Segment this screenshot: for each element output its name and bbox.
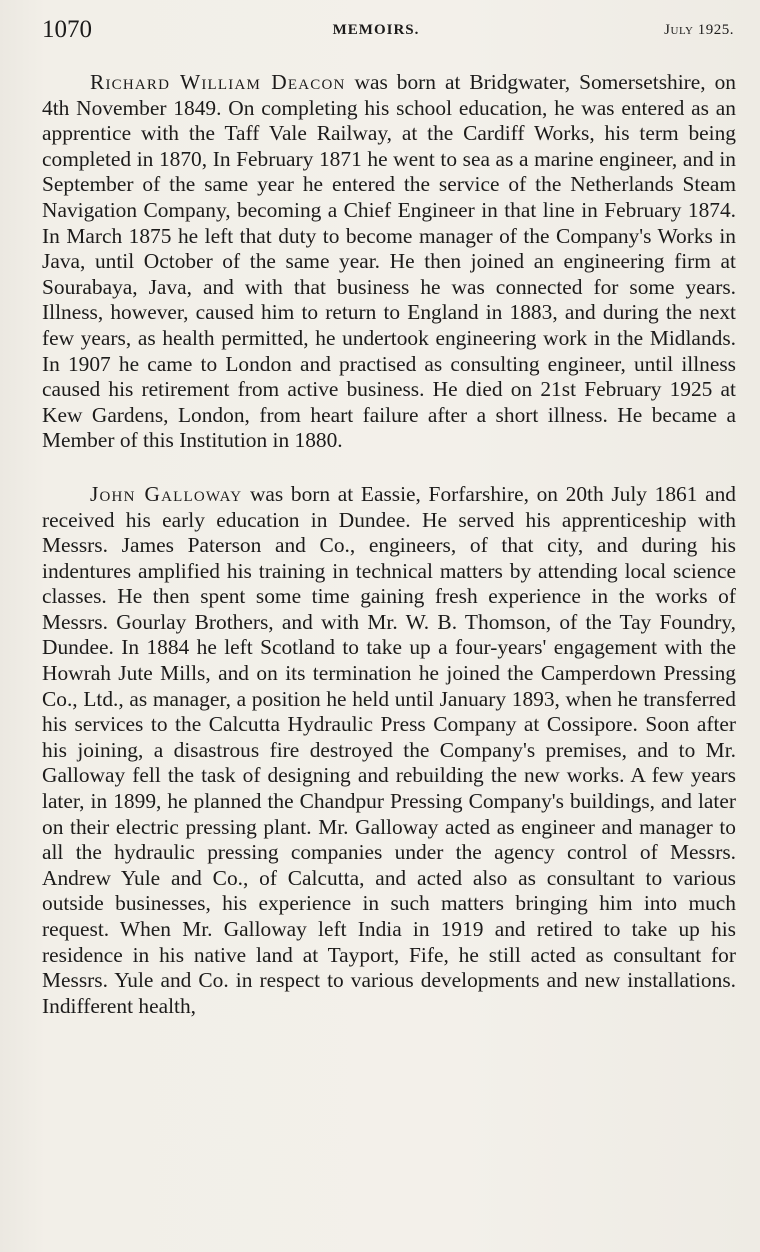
page-header: [42, 14, 734, 48]
running-head: MEMOIRS.: [332, 22, 420, 38]
page-number: 1070: [42, 16, 92, 43]
memoir-text: was born at Eassie, Forfarshire, on 20th July 1861 and received his early education in Dundee. He served his apprenticeship with Messrs. James Paterson and Co., engineers, of that city, and during his indentures amplified his training in technical matters by attending local science classes. He then spent some time gaining fresh experience in the works of Messrs. Gourlay Brothers, and with Mr. W. B. Thomson, of the Tay Foundry, Dundee. In 1884 he left Scotland to take up a four-years' engagement with the Howrah Jute Mills, and on its termination he joined the Camperdown Pressing Co., Ltd., as manager, a position he held until January 1893, when he transferred his services to the Calcutta Hydraulic Press Company at Cossipore. Soon after his joining, a disastrous fire destroyed the Company's premises, and to Mr. Galloway fell the task of designing and rebuilding the new works. A few years later, in 1899, he planned the Chandpur Pressing Company's buildings, and later on their electric pressing plant. Mr. Galloway acted as engineer and manager to all the hydraulic pressing companies under the agency control of Messrs. Andrew Yule and Co., of Calcutta, and acted also as consultant to various outside businesses, his experience in such matters bringing him into much request. When Mr. Galloway left India in 1919 and retired to take up his residence in his native land at Tayport, Fife, he still acted as consultant for Messrs. Yule and Co. in respect to various developments and new installations. Indifferent health,: [42, 481, 736, 1018]
memoir-text: was born at Bridgwater, Somersetshire, on 4th November 1849. On completing his school education, he was entered as an apprentice with the Taff Vale Railway, at the Cardiff Works, his term being completed in 1870, In February 1871 he went to sea as a marine engineer, and in September of the same year he entered the service of the Netherlands Steam Navigation Company, becoming a Chief Engineer in that line in February 1874. In March 1875 he left that duty to become manager of the Company's Works in Java, until October of the same year. He then joined an engineering firm at Sourabaya, Java, and with that business he was connected for some years. Illness, however, caused him to return to England in 1883, and during the next few years, as health permitted, he undertook engineering work in the Midlands. In 1907 he came to London and practised as consulting engineer, until illness caused his retirement from active business. He died on 21st February 1925 at Kew Gardens, London, from heart failure after a short illness. He became a Member of this Institution in 1880.: [42, 70, 736, 453]
memoir-paragraph: [42, 70, 736, 454]
memoir-paragraph: [42, 482, 736, 1019]
memoir-subject-name: John Galloway: [90, 481, 243, 506]
memoir-subject-name: Richard William Deacon: [90, 70, 346, 94]
issue-date: July 1925.: [664, 22, 734, 38]
page-body: [42, 70, 736, 1019]
